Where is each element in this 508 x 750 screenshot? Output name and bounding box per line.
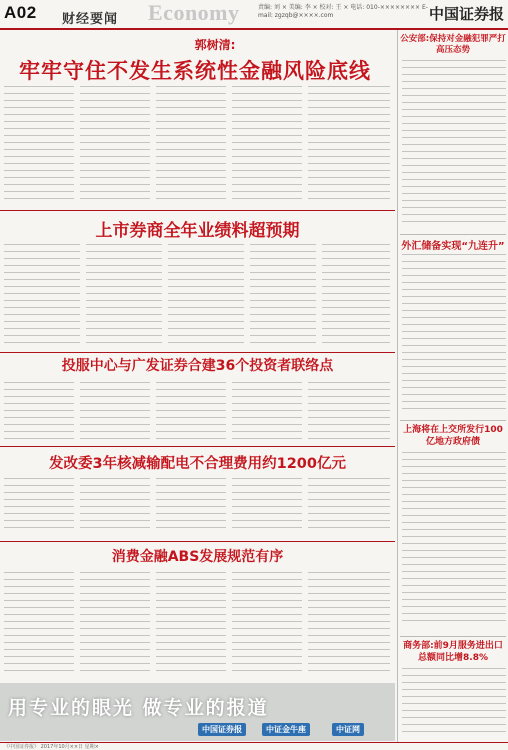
sidebar-headline: 公安部:保持对金融犯罪严打高压态势	[400, 34, 506, 55]
investor-center-headline: 投服中心与广发证券合建36个投资者联络点	[61, 358, 334, 374]
abs-column-4	[232, 572, 302, 678]
lead-column-5	[308, 86, 390, 206]
ndrc-column-3	[156, 478, 226, 538]
sidebar-column-3	[402, 452, 506, 632]
sidebar-headline: 商务部:前9月服务进出口总额同比增8.8%	[403, 641, 503, 663]
banner-logo: 中证金牛座	[262, 723, 310, 736]
divider	[0, 446, 395, 447]
sidebar-column-4	[402, 668, 506, 740]
sidebar-column-2	[402, 254, 506, 416]
brokerage-column-5	[322, 244, 390, 350]
investor-column-3	[156, 382, 226, 444]
sidebar-headline: 外汇储备实现“九连升”	[401, 241, 505, 252]
english-section-title: Economy	[148, 0, 240, 25]
ndrc-column-1	[4, 478, 74, 538]
banner-slogan: 用专业的眼光 做专业的报道	[8, 697, 269, 719]
abs-column-5	[308, 572, 390, 678]
investor-column-2	[80, 382, 150, 444]
lead-column-3	[156, 86, 226, 206]
brokerage-column-1	[4, 244, 80, 350]
ndrc-column-4	[232, 478, 302, 538]
promo-banner	[0, 683, 395, 741]
ndrc-headline: 发改委3年核减输配电不合理费用约1200亿元	[49, 456, 346, 472]
ndrc-column-2	[80, 478, 150, 538]
page-number: A02	[4, 3, 37, 22]
brokerage-column-4	[250, 244, 316, 350]
brokerage-headline: 上市券商全年业绩料超预期	[95, 221, 300, 241]
abs-column-2	[80, 572, 150, 678]
sidebar-headline: 上海将在上交所发行100亿地方政府债	[403, 425, 503, 447]
banner-logo: 中证网	[332, 723, 364, 736]
investor-column-5	[308, 382, 390, 444]
lead-column-4	[232, 86, 302, 206]
lead-headline: 牢牢守住不发生系统性金融风险底线	[19, 59, 371, 83]
masthead	[0, 0, 508, 30]
divider	[0, 352, 395, 353]
lead-column-2	[80, 86, 150, 206]
abs-column-3	[156, 572, 226, 678]
divider	[0, 210, 395, 211]
divider	[400, 636, 506, 637]
banner-logo: 中国证券报	[198, 723, 246, 736]
divider	[400, 420, 506, 421]
footer-text: 《中国证券报》 2017年10月××日 星期×	[4, 744, 99, 750]
brokerage-column-2	[86, 244, 162, 350]
brokerage-column-3	[168, 244, 244, 350]
page-footer	[0, 742, 508, 750]
section-title: 财经要闻	[62, 12, 119, 27]
editor-info: 责编: 刘 × 美编: 李 × 校对: 王 × 电话: 010-×××××××× E-mail: zgzqb@××××.com	[258, 4, 428, 19]
ndrc-column-5	[308, 478, 390, 538]
divider	[0, 541, 395, 542]
investor-column-1	[4, 382, 74, 444]
lead-column-1	[4, 86, 74, 206]
lead-kicker: 郭树清:	[194, 38, 236, 52]
abs-column-1	[4, 572, 74, 678]
paper-name: 中国证券报	[428, 5, 504, 23]
column-divider	[397, 30, 398, 742]
sidebar-column-1	[402, 60, 506, 230]
investor-column-4	[232, 382, 302, 444]
abs-headline: 消费金融ABS发展规范有序	[111, 549, 284, 565]
divider	[400, 234, 506, 235]
